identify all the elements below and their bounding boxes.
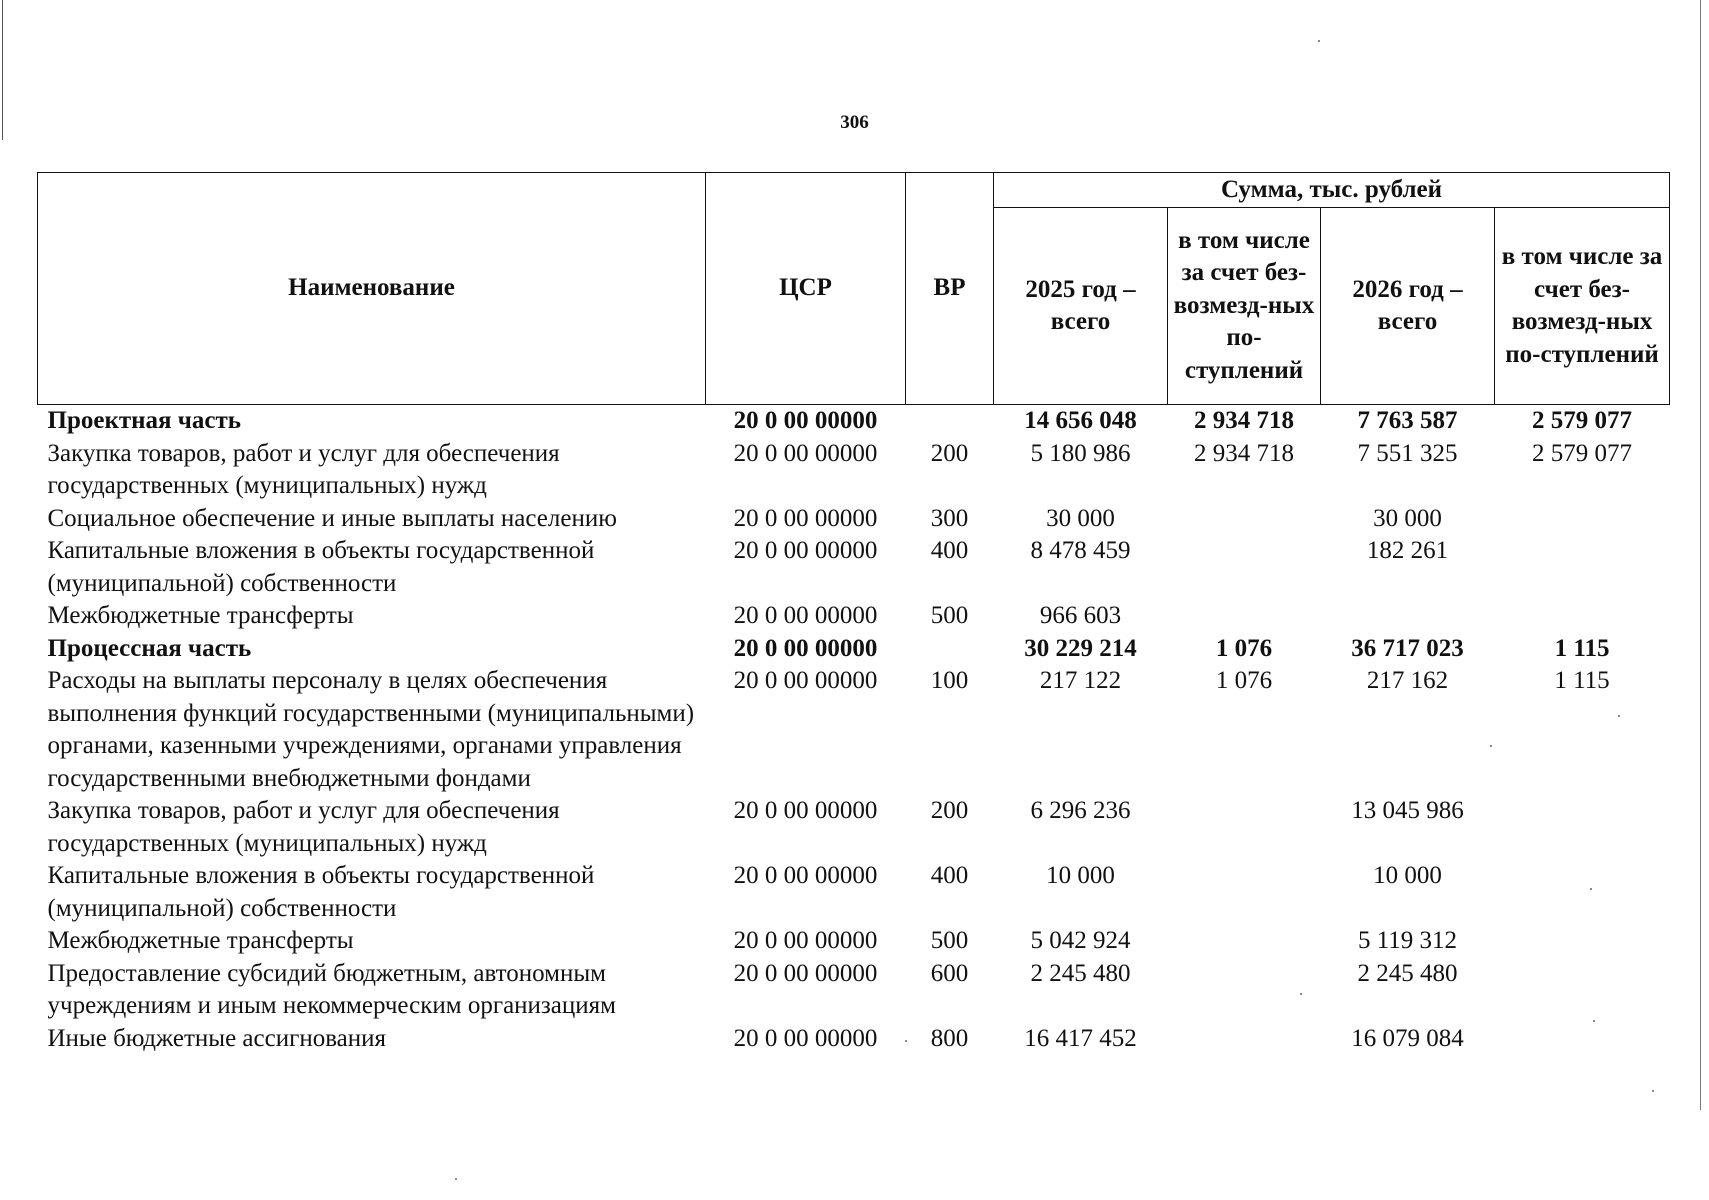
cell-name: Предоставление субсидий бюджетным, автономным учреждениям и иным некоммерческим организациям [47, 959, 616, 1019]
scan-speck [1590, 888, 1592, 890]
cell-csr: 20 0 00 00000 [733, 634, 878, 662]
cell-2025-total: 6 296 236 [1030, 797, 1131, 824]
scan-speck [1593, 1020, 1595, 1022]
cell-2025-total: 16 417 452 [1024, 1024, 1137, 1052]
scan-margin-line-right [1700, 0, 1701, 1110]
cell-vr: 100 [930, 667, 969, 694]
cell-2025-grants: 2 934 718 [1194, 407, 1294, 434]
cell-2025-total: 5 042 924 [1030, 927, 1131, 954]
cell-2026-grants: 2 579 077 [1532, 407, 1633, 434]
header-2026-total: 2026 год – всего [1321, 208, 1495, 405]
cell-csr: 20 0 00 00000 [733, 504, 878, 532]
cell-2026-total: 182 261 [1366, 537, 1449, 564]
table-row [38, 958, 1670, 1023]
cell-2025-total: 14 656 048 [1024, 407, 1137, 434]
cell-2025-grants [1168, 795, 1321, 860]
cell-2026-total: 5 119 312 [1357, 927, 1458, 954]
cell-2025-total: 8 478 459 [1030, 537, 1131, 564]
table-row [38, 795, 1670, 860]
cell-2026-total: 7 763 587 [1357, 407, 1458, 434]
cell-2025-total: 30 000 [1046, 504, 1115, 532]
page-number: 306 [840, 112, 869, 133]
cell-name: Закупка товаров, работ и услуг для обеспечения государственных (муниципальных) нужд [47, 439, 560, 499]
table-body [38, 405, 1670, 1056]
header-name: Наименование [38, 173, 706, 405]
cell-2026-grants [1495, 860, 1670, 925]
cell-csr: 20 0 00 00000 [733, 667, 878, 694]
cell-2026-total: 10 000 [1373, 862, 1442, 889]
cell-2025-grants [1168, 535, 1321, 600]
scan-speck [1490, 745, 1492, 747]
cell-2026-grants: 1 115 [1554, 634, 1610, 662]
cell-vr: 600 [930, 959, 969, 987]
budget-table [37, 172, 1670, 1055]
cell-name: Закупка товаров, работ и услуг для обеспечения государственных (муниципальных) нужд [47, 797, 560, 857]
cell-2026-grants [1495, 600, 1670, 633]
cell-name: Межбюджетные трансферты [47, 602, 354, 629]
scan-speck [455, 1178, 457, 1180]
cell-2025-grants [1168, 1023, 1321, 1056]
cell-name: Социальное обеспечение и иные выплаты населению [47, 504, 617, 532]
header-csr: ЦСР [706, 173, 906, 405]
cell-2026-total: 16 079 084 [1351, 1024, 1464, 1052]
cell-csr: 20 0 00 00000 [733, 1024, 878, 1052]
cell-name: Капитальные вложения в объекты государственной (муниципальной) собственности [47, 537, 595, 597]
cell-name: Иные бюджетные ассигнования [47, 1024, 387, 1052]
cell-2026-total: 217 162 [1366, 667, 1449, 694]
cell-name: Проектная часть [47, 407, 242, 434]
cell-2026-grants [1495, 503, 1670, 536]
cell-2026-total: 2 245 480 [1357, 959, 1458, 987]
cell-2026-grants [1495, 958, 1670, 1023]
scan-speck [1618, 715, 1620, 717]
cell-2025-grants [1168, 860, 1321, 925]
cell-2025-grants [1168, 958, 1321, 1023]
cell-csr: 20 0 00 00000 [733, 927, 878, 954]
cell-name: Процессная часть [47, 634, 252, 662]
header-2026-grants: в том числе за счет без-возмезд-ных по-ступлений [1495, 208, 1670, 405]
cell-2025-total: 10 000 [1046, 862, 1115, 889]
table-header [38, 173, 1670, 405]
scan-speck [1652, 1090, 1654, 1092]
cell-2025-total: 5 180 986 [1030, 439, 1131, 467]
cell-vr: 400 [930, 862, 969, 889]
cell-name: Расходы на выплаты персоналу в целях обеспечения выполнения функций государственными (муниципальными) органами, казенными учреждениями, органами управления государственными внебюджетными фондами [47, 667, 695, 792]
table-row [38, 438, 1670, 503]
cell-2026-grants [1495, 925, 1670, 958]
cell-2026-total: 36 717 023 [1351, 634, 1464, 662]
cell-vr: 200 [930, 439, 969, 467]
cell-2025-grants [1168, 925, 1321, 958]
scan-speck [1300, 993, 1302, 995]
cell-vr: 500 [930, 927, 969, 954]
scan-speck [1318, 40, 1320, 42]
header-sum-group: Сумма, тыс. рублей [994, 173, 1670, 208]
header-2025-total: 2025 год – всего [994, 208, 1168, 405]
cell-2025-total: 217 122 [1039, 667, 1122, 694]
cell-vr: 800 [930, 1024, 969, 1052]
cell-2026-grants: 2 579 077 [1532, 439, 1633, 467]
cell-2026-total: 7 551 325 [1357, 439, 1458, 467]
header-2025-grants: в том числе за счет без-возмезд-ных по-ступлений [1168, 208, 1321, 405]
cell-2026-total: 13 045 986 [1351, 797, 1464, 824]
cell-2026-grants: 1 115 [1554, 667, 1610, 694]
cell-2025-total: 30 229 214 [1024, 634, 1137, 662]
header-vr: ВР [906, 173, 994, 405]
cell-2026-grants [1495, 795, 1670, 860]
table-row [38, 860, 1670, 925]
table-row [38, 405, 1670, 438]
cell-csr: 20 0 00 00000 [733, 407, 878, 434]
cell-2026-total: 30 000 [1373, 504, 1442, 532]
cell-csr: 20 0 00 00000 [733, 959, 878, 987]
cell-2026-grants [1495, 1023, 1670, 1056]
cell-csr: 20 0 00 00000 [733, 862, 878, 889]
cell-2026-grants [1495, 535, 1670, 600]
cell-2025-grants: 2 934 718 [1194, 439, 1294, 467]
cell-name: Капитальные вложения в объекты государственной (муниципальной) собственности [47, 862, 595, 922]
cell-2025-grants: 1 076 [1215, 667, 1273, 694]
cell-csr: 20 0 00 00000 [733, 602, 878, 629]
scan-speck [905, 1040, 907, 1042]
cell-2025-grants [1168, 503, 1321, 536]
cell-vr [906, 405, 994, 438]
cell-vr [906, 633, 994, 666]
table-row [38, 925, 1670, 958]
table-row [38, 633, 1670, 666]
table-row [38, 600, 1670, 633]
cell-csr: 20 0 00 00000 [733, 537, 878, 564]
cell-vr: 200 [930, 797, 969, 824]
table-row [38, 535, 1670, 600]
cell-vr: 300 [930, 504, 969, 532]
cell-2025-total: 966 603 [1039, 602, 1122, 629]
table-row [38, 1023, 1670, 1056]
cell-2025-grants: 1 076 [1215, 634, 1273, 662]
cell-name: Межбюджетные трансферты [47, 927, 354, 954]
cell-vr: 500 [930, 602, 969, 629]
table-row [38, 503, 1670, 536]
cell-vr: 400 [930, 537, 969, 564]
cell-csr: 20 0 00 00000 [733, 439, 878, 467]
cell-csr: 20 0 00 00000 [733, 797, 878, 824]
cell-2025-grants [1168, 600, 1321, 633]
cell-2025-total: 2 245 480 [1030, 959, 1131, 987]
cell-2026-total [1321, 600, 1495, 633]
table-row [38, 665, 1670, 795]
